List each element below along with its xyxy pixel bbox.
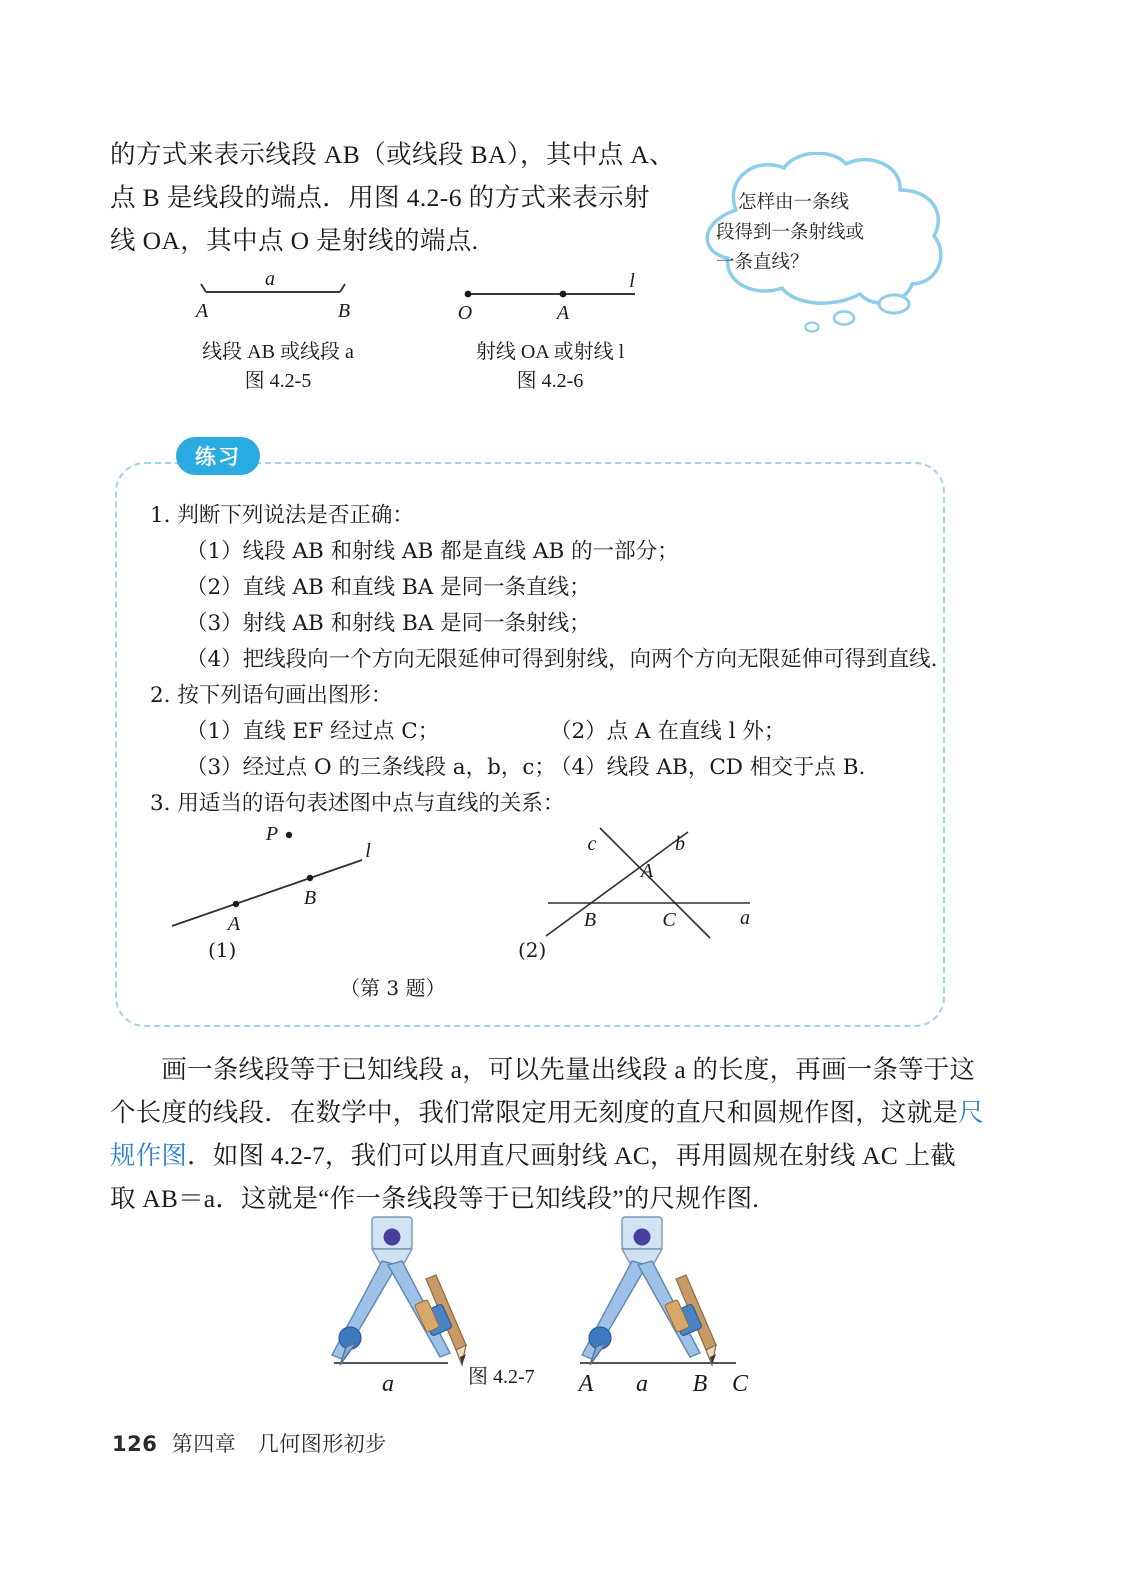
question-2-row-2 — [150, 750, 940, 786]
q3-figure-2 — [546, 828, 750, 938]
intro-line-1: 的方式来表示线段 AB（或线段 BA），其中点 A、 — [110, 140, 676, 169]
figure-4-2-7-drawing — [110, 1205, 1030, 1405]
q3-figure-1 — [172, 823, 371, 935]
question-2-row-1 — [150, 714, 940, 750]
figure-row — [110, 272, 710, 392]
question-1-sub-2: （2）直线 AB 和直线 BA 是同一条直线； — [186, 575, 591, 600]
figure-4-2-5 — [188, 272, 368, 395]
question-1-sub-3: （3）射线 AB 和射线 BA 是同一条射线； — [186, 611, 591, 636]
term-highlight-part1: 尺 — [958, 1098, 984, 1127]
figure-4-2-6-caption: 射线 OA 或射线 l — [475, 341, 625, 363]
bubble-line-3: 一条直线？ — [716, 252, 809, 273]
body-paragraph — [110, 1048, 1030, 1220]
question-2-stem: 2. 按下列语句画出图形： — [150, 683, 393, 708]
svg-text:c: c — [587, 833, 597, 855]
body-line-2 — [110, 1091, 1030, 1134]
compass-right-label-C: C — [731, 1371, 749, 1397]
compass-right-label-A: A — [578, 1371, 594, 1397]
question-1-sub-1: （1）线段 AB 和射线 AB 都是直线 AB 的一部分； — [186, 539, 679, 564]
body-line-4-text: 取 AB＝a．这就是“作一条线段等于已知线段”的尺规作图. — [110, 1184, 759, 1213]
q3-figure-2-caption: (2) — [518, 938, 547, 962]
term-highlight-part2: 规作图 — [110, 1141, 188, 1170]
footer-title: 几何图形初步 — [257, 1432, 387, 1456]
compass-left-label-a: a — [382, 1371, 394, 1397]
svg-text:B: B — [583, 909, 597, 931]
question-1-stem: 1. 判断下列说法是否正确： — [150, 503, 414, 528]
segment-label-B: B — [337, 300, 351, 322]
bubble-line-2: 段得到一条射线或 — [716, 222, 865, 243]
question-1-sub-4: （4）把线段向一个方向无限延伸可得到射线，向两个方向无限延伸可得到直线. — [186, 647, 938, 672]
figure-4-2-6 — [450, 272, 650, 395]
intro-line-2: 点 B 是线段的端点．用图 4.2-6 的方式来表示射 — [110, 183, 650, 212]
intro-paragraph — [110, 133, 676, 262]
segment-label-a: a — [265, 272, 275, 290]
svg-text:B: B — [303, 887, 317, 909]
compass-left-icon — [332, 1217, 466, 1397]
thought-bubble — [684, 152, 962, 337]
intro-line-3: 线 OA，其中点 O 是射线的端点. — [110, 226, 479, 255]
figure-4-2-5-number: 图 4.2-5 — [244, 370, 312, 392]
svg-text:l: l — [365, 840, 371, 862]
exercise-badge: 练习 — [176, 437, 260, 475]
body-line-1 — [110, 1048, 1030, 1091]
svg-text:C: C — [662, 909, 676, 931]
question-2-sub-3: （3）经过点 O 的三条线段 a，b，c； — [186, 755, 556, 780]
body-line-2-text: 个长度的线段．在数学中，我们常限定用无刻度的直尺和圆规作图，这就是 — [110, 1098, 959, 1127]
q3-figures-caption: （第 3 题） — [340, 976, 446, 1000]
svg-text:A: A — [640, 860, 654, 882]
page-number: 126 — [112, 1432, 158, 1456]
segment-label-A: A — [195, 300, 209, 322]
footer-chapter: 第四章 — [171, 1432, 237, 1456]
bubble-line-1: 怎样由一条线 — [738, 192, 850, 213]
question-3-figures — [150, 818, 940, 1008]
thought-bubble-text — [716, 188, 928, 278]
body-line-3-text: ．如图 4.2-7，我们可以用直尺画射线 AC，再用圆规在射线 AC 上截 — [187, 1141, 956, 1170]
ray-label-O: O — [457, 302, 473, 324]
figure-4-2-7-caption: 图 4.2-7 — [468, 1366, 535, 1388]
svg-text:P: P — [265, 823, 279, 845]
ray-label-l: l — [629, 272, 635, 292]
segment-ab-diagram — [188, 272, 368, 330]
figure-4-2-5-caption: 线段 AB 或线段 a — [202, 341, 354, 363]
compass-right-label-a: a — [636, 1371, 648, 1397]
ray-label-A: A — [556, 302, 570, 324]
svg-text:A: A — [227, 913, 241, 935]
compass-right-icon — [577, 1217, 749, 1397]
svg-text:a: a — [740, 907, 750, 929]
svg-text:b: b — [675, 833, 685, 855]
question-2-sub-4: （4）线段 AB，CD 相交于点 B. — [550, 755, 866, 780]
body-line-3 — [110, 1134, 1030, 1177]
q3-diagrams — [150, 818, 940, 958]
compass-illustrations — [110, 1205, 1030, 1405]
exercise-content — [150, 498, 940, 822]
q3-figure-1-caption: (1) — [208, 938, 237, 962]
ray-oa-diagram — [450, 272, 650, 330]
question-2-sub-2: （2）点 A 在直线 l 外； — [550, 719, 786, 744]
compass-right-label-B: B — [692, 1371, 708, 1397]
question-3-stem: 3. 用适当的语句表述图中点与直线的关系： — [150, 791, 565, 816]
page-footer — [112, 1428, 387, 1458]
question-2-sub-1: （1）直线 EF 经过点 C； — [186, 719, 440, 744]
body-line-1-text: 画一条线段等于已知线段 a，可以先量出线段 a 的长度，再画一条等于这 — [110, 1055, 976, 1084]
figure-4-2-6-number: 图 4.2-6 — [516, 370, 584, 392]
